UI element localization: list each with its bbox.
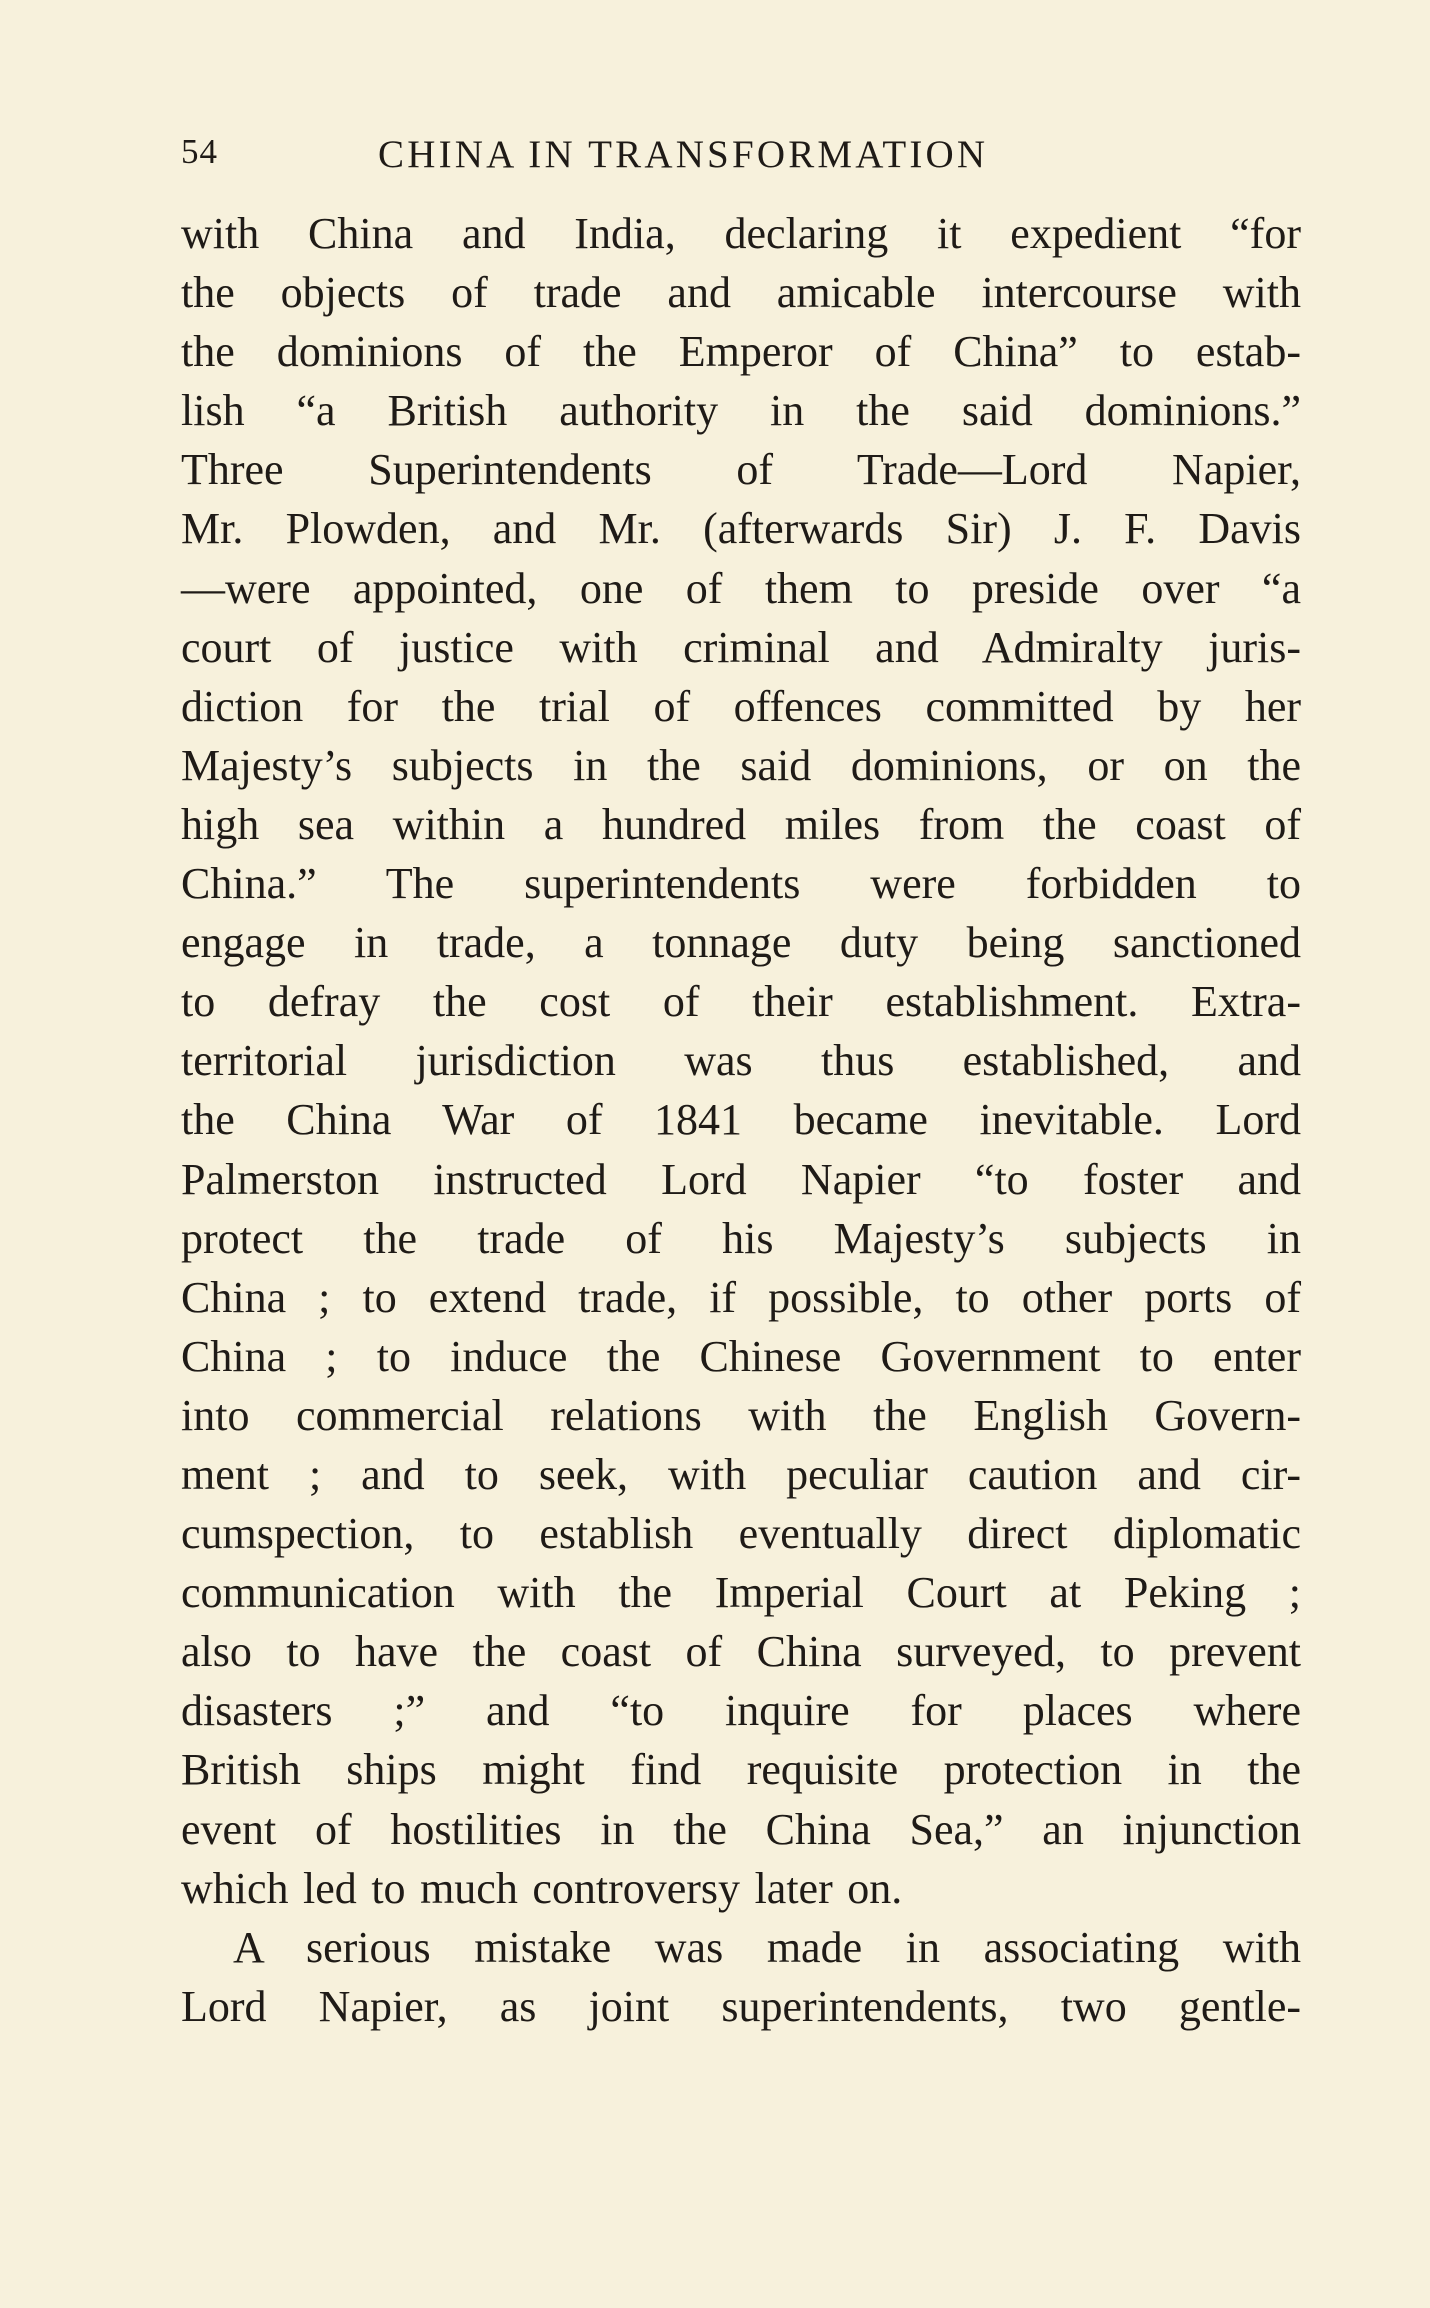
running-title: CHINA IN TRANSFORMATION — [378, 133, 989, 176]
text-line: British ships might find requisite protection in the — [181, 1745, 1301, 1795]
text-line: disasters ;” and “to inquire for places where — [181, 1686, 1301, 1736]
text-line: communication with the Imperial Court at Peking ; — [181, 1568, 1301, 1618]
text-line: event of hostilities in the China Sea,” an injunction — [181, 1804, 1301, 1854]
text-line: into commercial relations with the English Govern- — [181, 1390, 1301, 1440]
paragraph-end-line: which led to much controversy later on. — [181, 1863, 903, 1913]
text-line: cumspection, to establish eventually direct diplomatic — [181, 1509, 1301, 1559]
text-line: Lord Napier, as joint superintendents, two gentle- — [181, 1981, 1301, 2031]
text-line: also to have the coast of China surveyed, to prevent — [181, 1627, 1301, 1677]
text-line: high sea within a hundred miles from the coast of — [181, 799, 1301, 849]
text-line: engage in trade, a tonnage duty being sanctioned — [181, 918, 1301, 968]
text-line: Majesty’s subjects in the said dominions, or on the — [181, 740, 1301, 790]
text-line: the dominions of the Emperor of China” to estab- — [181, 327, 1301, 377]
text-line: Mr. Plowden, and Mr. (afterwards Sir) J. F. Davis — [181, 504, 1301, 554]
body-text — [181, 204, 1301, 2036]
text-line: Palmerston instructed Lord Napier “to foster and — [181, 1154, 1301, 1204]
text-line: ment ; and to seek, with peculiar caution and cir- — [181, 1449, 1301, 1499]
text-line: protect the trade of his Majesty’s subjects in — [181, 1213, 1301, 1263]
text-line: diction for the trial of offences committed by her — [181, 681, 1301, 731]
text-line: to defray the cost of their establishment. Extra- — [181, 977, 1301, 1027]
paragraph-start-line: A serious mistake was made in associating with — [233, 1922, 1301, 1972]
text-line: China ; to induce the Chinese Government to enter — [181, 1331, 1301, 1381]
text-line: the objects of trade and amicable intercourse with — [181, 268, 1301, 318]
running-head — [181, 132, 1301, 182]
text-line: court of justice with criminal and Admiralty juris- — [181, 622, 1301, 672]
text-line: the China War of 1841 became inevitable. Lord — [181, 1095, 1301, 1145]
text-line: with China and India, declaring it expedient “for — [181, 209, 1301, 258]
text-line: —were appointed, one of them to preside over “a — [181, 563, 1301, 613]
text-line: China.” The superintendents were forbidden to — [181, 859, 1301, 909]
text-line: Three Superintendents of Trade—Lord Napier, — [181, 445, 1301, 495]
text-line: lish “a British authority in the said dominions.” — [181, 386, 1301, 436]
page-number: 54 — [181, 132, 218, 171]
text-line: China ; to extend trade, if possible, to other ports of — [181, 1272, 1301, 1322]
text-line: territorial jurisdiction was thus established, and — [181, 1036, 1301, 1086]
